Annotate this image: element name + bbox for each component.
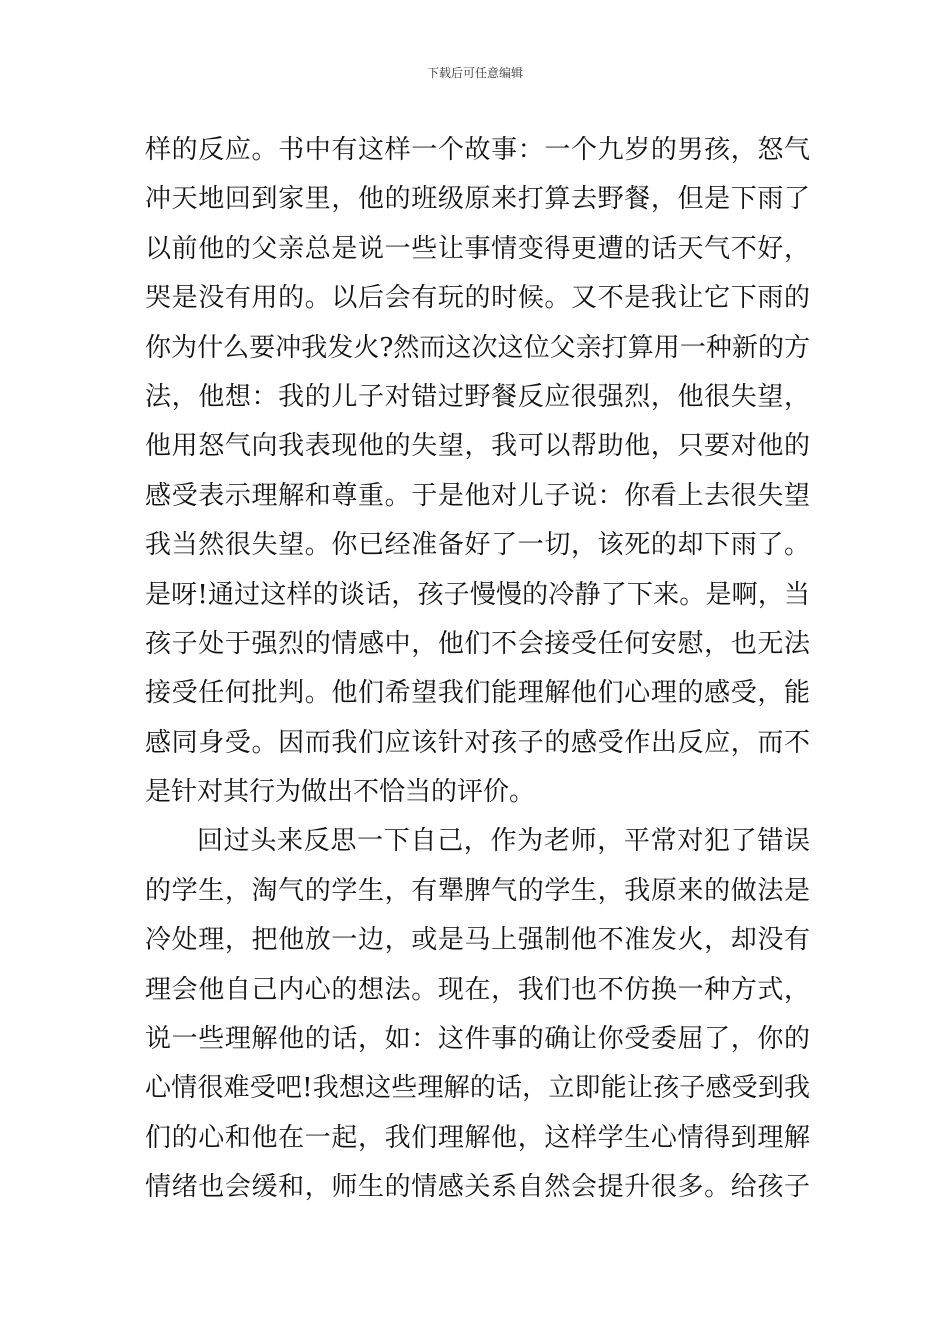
text-line: 感受表示理解和尊重。于是他对儿子说：你看上去很失望 xyxy=(145,480,810,511)
text-line: 以前他的父亲总是说一些让事情变得更遭的话天气不好， xyxy=(145,233,810,264)
text-line: 是呀!通过这样的谈话，孩子慢慢的冷静了下来。是啊，当 xyxy=(145,579,810,610)
document-body xyxy=(145,126,810,1213)
text-line: 们的心和他在一起，我们理解他，这样学生心情得到理解 xyxy=(145,1122,810,1153)
text-line: 哭是没有用的。以后会有玩的时候。又不是我让它下雨的 xyxy=(145,283,810,314)
text-line: 孩子处于强烈的情感中，他们不会接受任何安慰，也无法 xyxy=(145,628,810,659)
text-line: 心情很难受吧!我想这些理解的话，立即能让孩子感受到我 xyxy=(145,1073,810,1104)
text-line: 法，他想：我的儿子对错过野餐反应很强烈，他很失望， xyxy=(145,381,810,412)
text-line: 回过头来反思一下自己，作为老师，平常对犯了错误 xyxy=(197,826,810,857)
paragraph-1 xyxy=(145,126,810,817)
text-line: 样的反应。书中有这样一个故事：一个九岁的男孩，怒气 xyxy=(145,135,810,165)
text-line: 冲天地回到家里，他的班级原来打算去野餐，但是下雨了 xyxy=(145,184,810,215)
page-header: 下载后可任意编辑 xyxy=(426,66,523,80)
text-line: 感同身受。因而我们应该针对孩子的感受作出反应，而不 xyxy=(145,727,810,758)
text-line: 他用怒气向我表现他的失望，我可以帮助他，只要对他的 xyxy=(145,431,810,462)
text-line: 说一些理解他的话，如：这件事的确让你受委屈了，你的 xyxy=(145,1024,810,1055)
text-line: 是针对其行为做出不恰当的评价。 xyxy=(145,777,536,808)
text-line: 理会他自己内心的想法。现在，我们也不仿换一种方式， xyxy=(145,974,810,1005)
text-line: 情绪也会缓和，师生的情感关系自然会提升很多。给孩子 xyxy=(145,1172,810,1203)
text-line: 接受任何批判。他们希望我们能理解他们心理的感受，能 xyxy=(145,678,810,709)
text-line: 冷处理，把他放一边，或是马上强制他不准发火，却没有 xyxy=(145,925,810,956)
text-line: 我当然很失望。你已经准备好了一切，该死的却下雨了。 xyxy=(145,530,810,561)
paragraph-2 xyxy=(145,817,810,1212)
text-line: 的学生，淘气的学生，有犟脾气的学生，我原来的做法是 xyxy=(145,875,810,906)
text-line: 你为什么要冲我发火?然而这次这位父亲打算用一种新的方 xyxy=(145,332,810,363)
